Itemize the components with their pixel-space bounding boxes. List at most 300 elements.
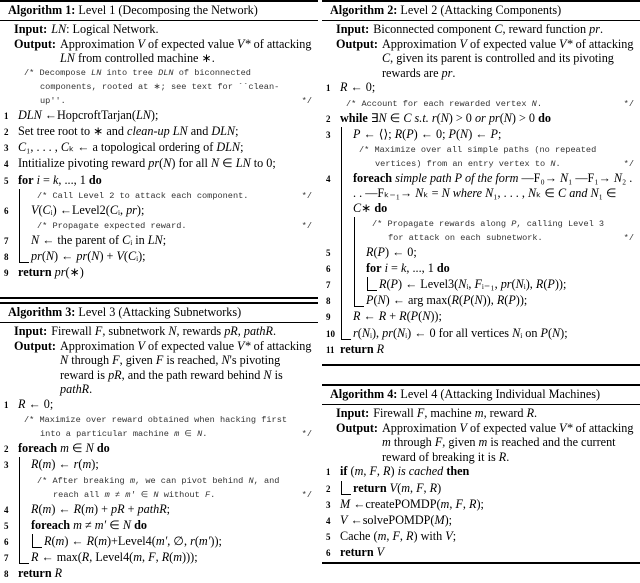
text-segment: N [527,186,537,201]
text-segment: V [137,36,145,51]
text-segment: V* [559,420,573,435]
code-text [29,550,314,566]
input-text [373,22,636,37]
text-segment: F [112,353,120,368]
algorithm-number: Algorithm 1: [8,3,76,17]
code-line [4,566,314,582]
text-segment: C and N [558,186,599,201]
text-segment: from controlled machine ∗. [74,51,215,66]
block-bar [341,245,351,261]
code-line [326,261,636,277]
text-segment: DLN [18,107,42,122]
output-spec [326,421,636,465]
comment-close: */ [301,95,312,106]
text-segment: C [18,140,27,155]
text-segment: V [445,529,453,544]
line-number: 4 [326,173,331,184]
text-segment: M [340,496,351,511]
text-segment: N [60,353,69,368]
text-segment: R [54,566,63,581]
text-segment: Intitialize pivoting reward [18,156,149,171]
text-segment: r [190,533,195,548]
line-number: 6 [4,205,9,216]
text-segment: , and reach all [53,475,280,500]
text-segment: return [340,545,374,560]
text-segment: of expected value [466,420,560,435]
text-segment: ( [81,501,86,516]
text-segment: P [448,126,456,141]
text-segment: ( [38,501,43,516]
code-line [4,265,314,281]
block-bar [354,245,364,261]
text-segment: , [399,529,407,544]
text-segment: , given [442,435,479,450]
text-segment: )), [482,293,497,308]
text-segment: ( [392,325,398,340]
code-text [16,173,314,189]
output-text [60,37,314,66]
text-segment: F [434,435,443,450]
comment-text [29,474,314,502]
text-segment: of attacking [572,36,634,51]
text-segment: : Logical Network. [66,22,159,36]
text-segment: , ..., 1 [58,172,89,187]
line-number: 5 [4,175,9,186]
text-segment: C [382,51,391,66]
text-segment: R [406,529,414,544]
text-segment: ᵢ, [466,277,475,291]
text-segment: Approximation [382,36,460,51]
text-segment: , ..., 1 [406,260,437,275]
block-bar [19,474,29,502]
text-segment: pr [76,249,88,264]
code-text [29,249,314,265]
text-segment: ₁ ∈ [598,186,617,201]
text-segment: r [353,325,358,340]
text-segment: V [459,36,467,51]
text-segment: R [429,480,438,495]
line-number: 7 [4,553,9,564]
text-segment: /* Propagate rewards along [372,218,512,229]
text-segment: ) for all [171,156,211,171]
line-number: 1 [4,399,9,410]
text-segment: P [406,126,414,141]
text-segment: P [462,293,471,308]
line-number [4,189,16,203]
input-label: Input: [336,22,370,36]
text-segment: + [386,309,400,324]
line-number: 7 [326,280,331,290]
text-segment: ) [390,464,398,479]
text-segment: N [559,170,569,185]
text-segment: ( [458,293,463,308]
code-line [326,171,636,217]
text-segment: N [397,325,406,340]
text-segment: P [390,277,398,291]
line-number: 9 [326,312,331,323]
text-segment: R [73,501,82,516]
text-segment: , Level4( [89,550,134,565]
text-segment: N [460,126,469,141]
text-segment: Firewall [373,406,417,420]
text-segment: F [416,480,424,495]
text-segment: )); [430,309,442,324]
text-segment: ← the parent of [39,233,123,247]
block-bar [19,219,29,233]
text-segment: M [434,512,445,527]
output-label: Output: [336,420,378,435]
line-number: 2 [4,444,9,455]
text-segment: ); [136,202,145,217]
text-segment: F [204,489,211,500]
code-text [351,326,636,342]
algorithm-body [0,323,318,583]
output-spec [4,339,314,397]
text-segment: ←solvePOMDP( [347,512,435,527]
code-text [364,261,636,277]
text-segment: , reward [483,406,527,420]
code-text [16,140,314,156]
line-number: 5 [326,532,331,543]
text-segment: (∗) [65,265,84,280]
line-number: 2 [4,126,9,137]
text-segment: ₖ ← a topological ordering of [69,140,217,155]
comment-text [364,217,636,245]
text-segment: ᵢ₋₁, [481,277,501,291]
text-segment: ₖ = [423,186,442,201]
text-segment: ( [436,110,441,125]
text-segment: , we can pivot behind [135,475,249,486]
text-segment: r [73,457,79,472]
text-segment: P [508,293,516,308]
text-segment: ₁ —F₁→ [568,170,614,185]
block-bar [354,293,364,307]
text-segment: ) [437,480,442,495]
text-segment: N where N [441,186,494,201]
text-segment: R [394,126,403,141]
line-number: 7 [4,236,9,246]
line-number: 8 [326,296,331,307]
text-segment: of attacking [572,420,634,435]
line-number: 8 [4,252,9,263]
text-segment: R [376,341,385,356]
text-segment: Set tree root to ∗ and [18,123,128,138]
block-bar [19,233,29,249]
code-text [29,502,314,518]
line-number: 5 [4,520,9,531]
text-segment: DLN [216,140,241,155]
text-segment: m [133,550,143,565]
text-segment: ) ← [51,457,74,472]
line-number: 2 [326,483,331,494]
code-line [4,457,314,473]
text-segment: ; [497,126,502,141]
text-segment: m [474,406,484,420]
text-segment: for [18,172,34,187]
text-segment: R [366,244,374,259]
block-bar [19,502,29,518]
line-number [4,474,16,502]
text-segment: R [81,550,90,565]
text-segment: F [392,529,400,544]
algorithm-number: Algorithm 3: [8,305,76,319]
line-number: 6 [326,548,331,559]
text-segment: ← ⟨⟩; [360,126,395,141]
text-segment: , [386,529,393,544]
text-segment: ← [360,309,379,324]
text-segment: R [340,80,348,95]
block-bar [19,457,29,473]
comment-close: */ [623,158,634,169]
text-segment: m [42,457,52,472]
block-bar [19,550,29,564]
text-segment: V [376,545,385,560]
comment-text [16,413,314,441]
line-number: 3 [4,143,9,154]
text-segment: ( [406,309,411,324]
algorithm-name: Level 1 (Decomposing the Network) [75,3,258,17]
block-bar [354,217,364,245]
text-segment: of expected value [144,36,238,51]
text-segment: ( [543,277,548,291]
code-text [16,566,314,582]
block-bar [341,277,351,293]
text-segment: R [31,457,39,472]
code-line [4,518,314,534]
text-segment: LN [51,22,67,36]
block-bar [354,261,364,277]
text-segment: ; [162,233,167,247]
code-line [326,80,636,96]
text-segment: ); [476,496,484,511]
text-segment: . [600,22,604,36]
text-segment: ( [455,126,461,141]
comment-close: */ [623,98,634,109]
text-segment: is reached, [163,353,222,368]
text-segment: m [173,550,183,565]
output-spec [4,37,314,66]
input-label: Input: [14,324,48,338]
text-segment: ); [91,457,99,472]
text-segment: C [42,202,51,217]
text-segment: R [383,464,391,479]
text-segment: R [498,449,507,464]
text-segment: then [446,464,470,479]
text-segment: N [197,429,203,440]
text-segment: P [490,126,498,141]
line-number: 3 [326,129,331,140]
text-segment: F [455,496,463,511]
text-segment: LN [91,67,102,78]
algorithm-body [322,21,640,358]
text-segment: is cached [397,464,444,479]
text-segment: pR [224,324,238,338]
text-segment: P [366,293,374,308]
text-segment: N [422,309,431,324]
text-segment: C s.t. r [403,110,437,125]
line-number: 1 [326,83,331,94]
text-segment: ( [41,249,46,264]
text-segment: and [187,123,212,138]
input-spec [326,22,636,37]
text-segment: pr [148,156,160,171]
text-segment: N [613,170,622,185]
text-segment: LN [135,107,151,122]
output-text [382,421,636,465]
text-segment: N [503,110,512,125]
line-number [4,413,16,441]
text-segment: m [129,475,135,486]
text-segment: , subnetwork [102,324,169,338]
text-segment: ) ← 0; [413,126,449,141]
algorithm-name: Level 4 (Attacking Individual Machines) [397,387,601,401]
text-segment: ᵢ), [369,325,383,340]
text-segment: F [155,353,164,368]
comment-line [326,143,636,171]
text-segment: m [382,435,391,450]
text-segment: ; [166,501,171,516]
text-segment: m′ [125,489,136,500]
algorithm-title [0,304,318,323]
text-segment: m′ [198,533,211,548]
text-segment: to 0; [250,156,276,171]
text-segment: /* Maximize over reward obtained when hacking first into a particular machine [24,415,288,440]
text-segment: N [221,353,230,368]
text-segment: ᵢ on [520,325,541,340]
text-segment: through [68,353,113,368]
text-segment: into tree [101,67,159,78]
text-segment: m [401,480,410,495]
output-text [382,37,636,81]
text-segment: pr [54,265,66,280]
text-segment: . [89,382,93,397]
text-segment: return [340,341,374,356]
algorithm-title [322,386,640,405]
input-text [51,22,314,37]
code-text [351,481,636,497]
comment-text [338,97,636,111]
text-segment: N [153,489,159,500]
code-line [326,326,636,342]
code-text [338,529,636,545]
text-segment: , rewards [176,324,225,338]
text-segment: m [85,501,94,516]
text-segment: do [374,201,388,216]
text-segment: , [462,496,469,511]
text-segment: R [378,309,387,324]
text-segment: ; [235,123,239,138]
text-segment: V [31,202,39,217]
text-segment: R [31,550,39,565]
input-label: Input: [336,406,370,420]
text-segment: )+Level4( [107,533,156,548]
code-line [326,342,636,358]
text-segment: C [60,140,69,155]
code-line [4,441,314,457]
text-segment: LN [60,51,75,66]
text-segment: LN [147,233,163,247]
text-segment: return [18,566,52,581]
code-text [16,265,314,281]
text-segment: )); [210,533,222,548]
code-text [338,111,636,127]
text-segment: m [104,489,110,500]
text-segment: N [458,277,467,291]
text-segment: + [124,501,138,516]
text-segment: ( [402,126,407,141]
text-segment: N [210,156,220,171]
text-segment: if [340,464,348,479]
text-segment: P [410,309,419,324]
text-segment: ( [87,249,92,264]
comment-text [29,189,314,203]
text-segment: pr [31,249,42,264]
code-text [338,513,636,529]
text-segment: )); [554,277,567,291]
text-segment: = [40,172,53,187]
text-segment: ( [373,293,378,308]
text-segment: P [353,126,361,141]
text-segment: N [122,517,132,532]
algorithm-title [322,2,640,21]
code-text [338,80,636,96]
text-segment: N [515,277,524,291]
text-segment: , given [119,353,156,368]
text-segment: /* Account for each rewarded vertex [346,98,532,109]
text-segment: m [60,441,69,456]
text-segment: foreach [353,170,393,185]
text-segment: V [137,338,145,353]
text-segment: , and the path reward behind [121,367,264,382]
text-segment: . [555,158,561,169]
text-segment: /* Decompose [24,67,92,78]
text-segment: R [451,293,459,308]
block-bar [354,277,364,293]
text-segment: ) ← [468,126,491,141]
code-text [29,518,314,534]
algorithm-1-box [0,0,318,299]
text-segment: ( [78,457,83,472]
text-segment: ← max( [38,550,82,565]
text-segment: m′ [155,533,168,548]
text-segment: do [88,172,102,187]
code-line [4,233,314,249]
text-segment: is reached and the current reward of breaking it is [382,435,616,464]
text-segment: pr [589,22,600,36]
text-segment: P [511,218,517,229]
algorithm-3-box [0,302,318,581]
code-text [29,203,314,219]
text-segment: P [377,244,385,259]
algorithm-name: Level 3 (Attacking Subnetworks) [75,305,242,319]
code-line [4,156,314,172]
text-segment: ) ← [51,501,74,516]
text-segment: N [163,156,172,171]
text-segment: , [423,480,430,495]
code-text [351,309,636,325]
code-line [4,203,314,219]
code-line [326,245,636,261]
text-segment: ) + [99,249,117,264]
line-number: 6 [326,263,331,274]
code-text [16,397,314,413]
text-segment: ( [194,533,199,548]
text-segment: N [415,186,424,201]
code-text [364,245,636,261]
line-number: 4 [4,504,9,515]
input-spec [4,324,314,339]
block-bar [341,309,351,325]
